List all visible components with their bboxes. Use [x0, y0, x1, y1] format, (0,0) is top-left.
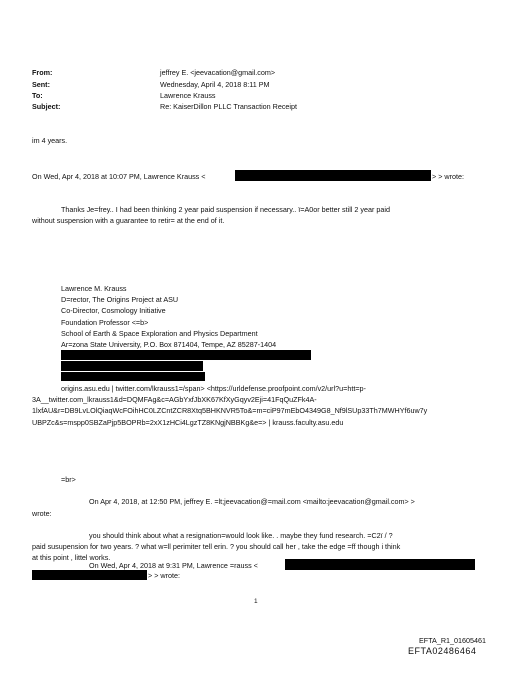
signature-links-line1: origins.asu.edu | twitter.com/lkrauss1=/span> <https://urldefense.proofpoint.com/v2/url?u=htt=p-	[61, 384, 366, 393]
para1-line1: Thanks Je=frey.. I had been thinking 2 year paid suspension if necessary.. ï=A0or better still 2 year paid	[61, 205, 390, 214]
subject-label: Subject:	[32, 102, 61, 111]
signature-line5: School of Earth & Space Exploration and Physics Department	[61, 329, 258, 338]
redaction-block	[61, 350, 311, 360]
redaction-block	[285, 559, 475, 570]
redaction-block	[235, 170, 431, 181]
signature-line3: Co-Director, Cosmology Initiative	[61, 306, 166, 315]
signature-links-line4: UBPZc&s=mspp0SBZaPjp5BOPRb=2xX1zHCi4LgzTZ8KNgjNBBKg&e=> | krauss.faculty.asu.edu	[32, 418, 344, 427]
para2-line3: at this point , littel works.	[32, 553, 111, 562]
quote2-line2: wrote:	[32, 509, 52, 518]
from-value: jeffrey E. <jeevacation@gmail.com>	[160, 68, 276, 77]
signature-name: Lawrence M. Krauss	[61, 284, 127, 293]
signature-links-line2: 3A__twitter.com_lkrauss1&d=DQMFAg&c=AGbYxfJbXK67KfXyGqyv2Eji=41FqQuZFk4A-	[32, 395, 317, 404]
quote1-suffix: > > wrote:	[432, 172, 464, 181]
sent-label: Sent:	[32, 80, 50, 89]
quote3-line2: > > wrote:	[148, 571, 180, 580]
para2-line1: you should think about what a resignation=would look like. . maybe they fund research. =C2ï / ?	[89, 531, 393, 540]
reference-id-2: EFTA02486464	[408, 646, 477, 656]
signature-links-line3: 1lxfAU&r=DB9LvLOlQiaqWcFOihHC0LZCntZCR8Xtq5BHKNVR5To&=m=ciP97mEbO4349G8_Nf9lSUp33Th7MWHYf6uw7y	[32, 406, 428, 415]
quote2-line1: On Apr 4, 2018, at 12:50 PM, jeffrey E. =lt;jeevacation@=mail.com <mailto:jeevacation@gmail.com> >	[89, 497, 415, 506]
para2-line2: paid susupension for two years. ? what w=ll perimiter tell erin. ? you should call her , take the edge =ff though i think	[32, 542, 401, 551]
signature-line2: D=rector, The Origins Project at ASU	[61, 295, 179, 304]
signature-line4: Foundation Professor <=b>	[61, 318, 149, 327]
reference-id-1: EFTA_R1_01605461	[419, 636, 486, 645]
quote3-line1: On Wed, Apr 4, 2018 at 9:31 PM, Lawrence =rauss <	[89, 561, 258, 570]
para1-line2: without suspension with a guarantee to retir= at the end of it.	[32, 216, 225, 225]
br-tag: =br>	[61, 475, 76, 484]
signature-line6: Ar=zona State University, P.O. Box 871404, Tempe, AZ 85287-1404	[61, 340, 277, 349]
subject-value: Re: KaiserDillon PLLC Transaction Receipt	[160, 102, 298, 111]
redaction-block	[32, 570, 147, 580]
page-number: 1	[254, 598, 258, 605]
reply-line: im 4 years.	[32, 136, 68, 145]
to-label: To:	[32, 91, 43, 100]
redaction-block	[61, 361, 203, 371]
from-label: From:	[32, 68, 53, 77]
sent-value: Wednesday, April 4, 2018 8:11 PM	[160, 80, 270, 89]
quote1-prefix: On Wed, Apr 4, 2018 at 10:07 PM, Lawrence Krauss <	[32, 172, 206, 181]
redaction-block	[61, 372, 205, 381]
to-value: Lawrence Krauss	[160, 91, 216, 100]
